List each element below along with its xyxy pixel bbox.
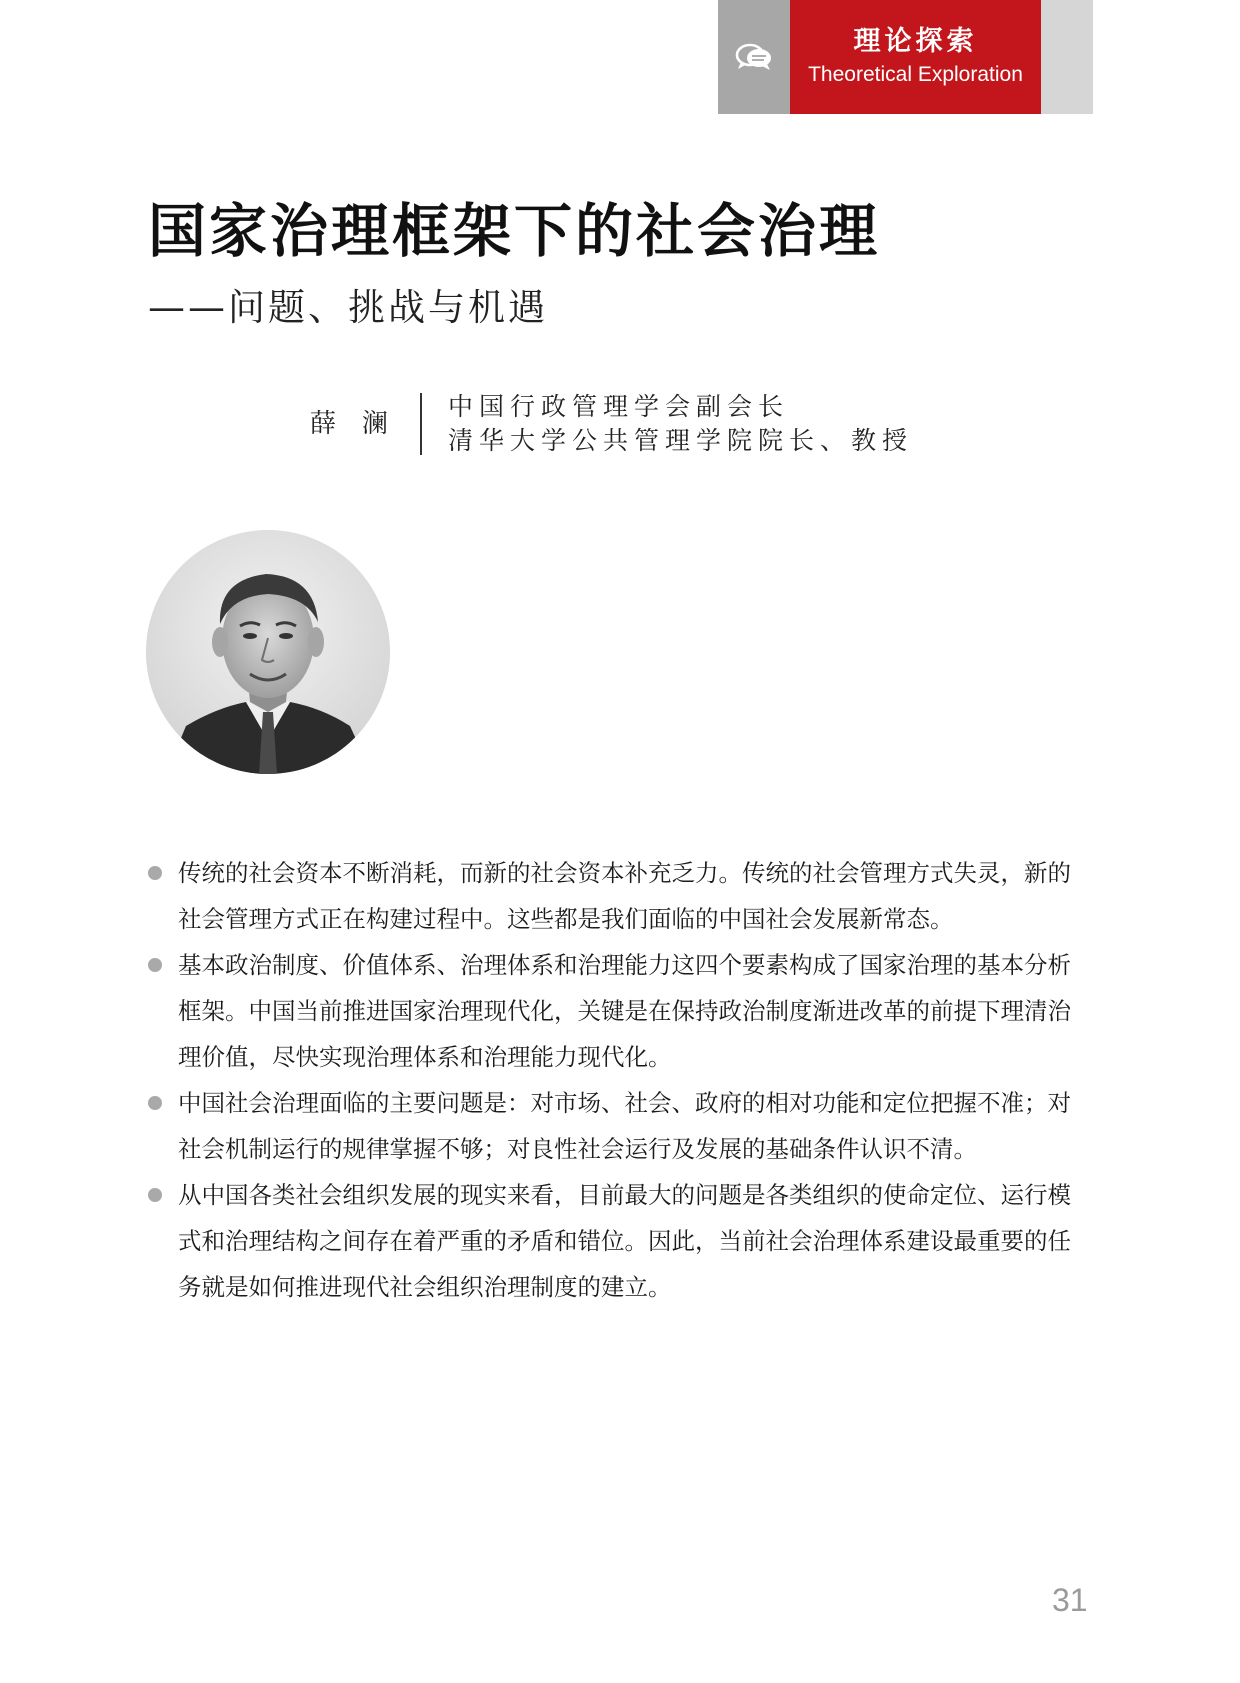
author-roles: [448, 390, 913, 458]
section-badge: [718, 0, 1093, 114]
page-number: 31: [1052, 1582, 1088, 1618]
key-point: [148, 1172, 1093, 1310]
bullet-dot-icon: [148, 1188, 162, 1202]
key-point: [148, 850, 1093, 942]
key-point-text: 从中国各类社会组织发展的现实来看，目前最大的问题是各类组织的使命定位、运行模式和治理结构之间存在着严重的矛盾和错位。因此，当前社会治理体系建设最重要的任务就是如何推进现代社会组织治理制度的建立。: [178, 1181, 1071, 1301]
section-badge-tail: [1041, 0, 1093, 114]
key-point-text: 传统的社会资本不断消耗，而新的社会资本补充乏力。传统的社会管理方式失灵，新的社会管理方式正在构建过程中。这些都是我们面临的中国社会发展新常态。: [178, 859, 1071, 933]
article-subtitle: ——问题、挑战与机遇: [148, 286, 548, 329]
key-points-list: [148, 850, 1093, 1310]
bullet-dot-icon: [148, 866, 162, 880]
article-title: 国家治理框架下的社会治理: [148, 197, 881, 265]
author-divider: [420, 393, 422, 455]
author-role: 清华大学公共管理学院院长、教授: [448, 426, 914, 455]
portrait-illustration: [146, 530, 390, 774]
bullet-dot-icon: [148, 1096, 162, 1110]
author-name: 薛澜: [310, 409, 415, 439]
section-title-cn: 理论探索: [853, 26, 978, 57]
author-portrait: [146, 530, 390, 774]
author-role: 中国行政管理学会副会长: [448, 392, 790, 421]
author-block: [310, 390, 913, 458]
section-label: [790, 0, 1041, 114]
key-point: [148, 942, 1093, 1080]
key-point-text: 基本政治制度、价值体系、治理体系和治理能力这四个要素构成了国家治理的基本分析框架。中国当前推进国家治理现代化，关键是在保持政治制度渐进改革的前提下理清治理价值，尽快实现治理体系和治理能力现代化。: [178, 951, 1071, 1071]
section-icon-box: [718, 0, 790, 114]
key-point-text: 中国社会治理面临的主要问题是：对市场、社会、政府的相对功能和定位把握不准；对社会机制运行的规律掌握不够；对良性社会运行及发展的基础条件认识不清。: [178, 1089, 1071, 1163]
bullet-dot-icon: [148, 958, 162, 972]
key-point: [148, 1080, 1093, 1172]
chat-bubbles-icon: [735, 42, 773, 72]
section-title-en: Theoretical Exploration: [808, 63, 1023, 86]
